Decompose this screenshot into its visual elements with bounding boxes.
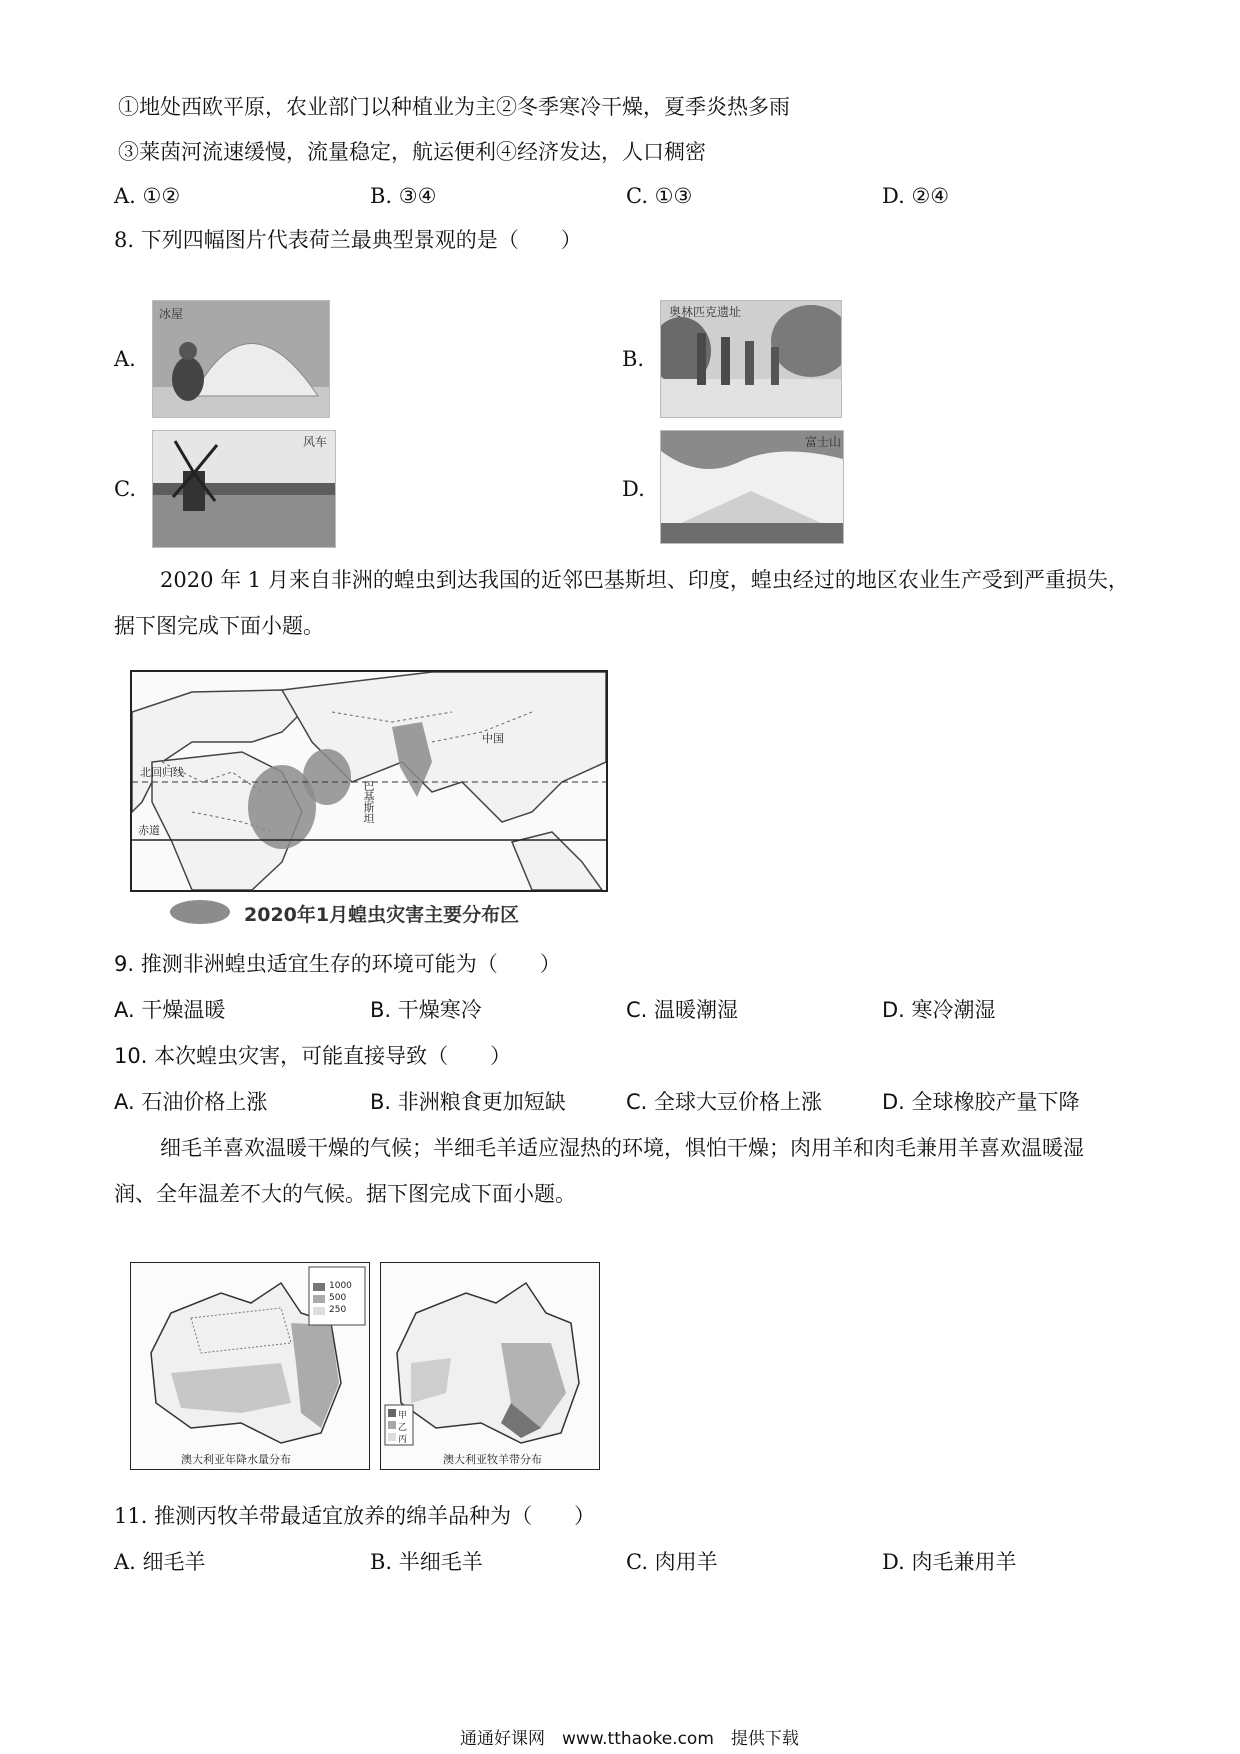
q11-option-c: C. 肉用羊 <box>626 1550 718 1574</box>
q9-option-b: B. 干燥寒冷 <box>370 998 482 1022</box>
australia-sheep-belt-graphic <box>381 1263 599 1469</box>
map-label-equator: 赤道 <box>138 824 160 837</box>
q8-photo-windmill <box>152 430 336 548</box>
passage1-line-1: 2020 年 1 月来自非洲的蝗虫到达我国的近邻巴基斯坦、印度，蝗虫经过的地区农业生产受到严重损失， <box>160 568 1129 592</box>
q11-option-d: D. 肉毛兼用羊 <box>882 1550 1017 1574</box>
q9-option-d: D. 寒冷潮湿 <box>882 998 996 1022</box>
q11-stem: 11. 推测丙牧羊带最适宜放养的绵羊品种为（ ） <box>114 1504 596 1528</box>
q8-photo-olympia <box>660 300 842 418</box>
passage1-line-2: 据下图完成下面小题。 <box>114 614 324 638</box>
precip-legend-500: 500 <box>329 1293 347 1303</box>
q10-option-b: B. 非洲粮食更加短缺 <box>370 1090 566 1114</box>
precip-legend-250: 250 <box>329 1305 347 1315</box>
sheep-legend-yi: 乙 <box>398 1423 408 1433</box>
q10-option-a: A. 石油价格上涨 <box>114 1090 268 1114</box>
q8-option-c-letter: C. <box>114 477 136 501</box>
sheep-legend-jia: 甲 <box>398 1411 408 1421</box>
precip-legend-1000: 1000 <box>329 1281 352 1291</box>
q8-photo-fuji-label: 富士山 <box>805 435 842 449</box>
q8-photo-windmill-label: 风车 <box>303 435 328 449</box>
q7-option-d: D. ②④ <box>882 184 950 208</box>
q8-photo-fuji <box>660 430 844 544</box>
sheep-legend-bing: 丙 <box>398 1435 408 1445</box>
australia-precipitation-map <box>130 1262 370 1470</box>
q8-stem: 8. 下列四幅图片代表荷兰最典型景观的是（ ） <box>114 228 582 252</box>
q7-option-b: B. ③④ <box>370 184 437 208</box>
page-footer: 通通好课网 www.tthaoke.com 提供下载 <box>460 1729 799 1749</box>
q9-option-c: C. 温暖潮湿 <box>626 998 739 1022</box>
q8-option-b-letter: B. <box>622 347 645 371</box>
passage2-line-1: 细毛羊喜欢温暖干燥的气候；半细毛羊适应湿热的环境，惧怕干燥；肉用羊和肉毛兼用羊喜欢温暖湿 <box>160 1136 1084 1160</box>
precip-map-caption: 澳大利亚年降水量分布 <box>181 1453 291 1466</box>
q8-option-a-letter: A. <box>114 347 136 371</box>
q10-option-c: C. 全球大豆价格上涨 <box>626 1090 823 1114</box>
q9-option-a: A. 干燥温暖 <box>114 998 226 1022</box>
q7-option-c: C. ①③ <box>626 184 693 208</box>
q10-option-d: D. 全球橡胶产量下降 <box>882 1090 1080 1114</box>
q8-photo-igloo <box>152 300 330 418</box>
q8-photo-olympia-label: 奥林匹克遗址 <box>669 305 742 319</box>
map-label-tropic-of-cancer: 北回归线 <box>140 766 184 779</box>
q7-option-a: A. ①② <box>114 184 181 208</box>
map-legend-label: 2020年1月蝗虫灾害主要分布区 <box>244 904 520 926</box>
q7-statement-line-2: ③莱茵河流速缓慢，流量稳定，航运便利④经济发达，人口稠密 <box>118 140 706 164</box>
map-label-pakistan: 巴基斯坦 <box>362 780 375 824</box>
q8-photo-igloo-label: 冰屋 <box>159 307 184 321</box>
q10-stem: 10. 本次蝗虫灾害，可能直接导致（ ） <box>114 1044 512 1068</box>
map-legend-swatch <box>170 900 230 924</box>
locust-distribution-map <box>130 670 608 892</box>
sheep-map-caption: 澳大利亚牧羊带分布 <box>443 1453 542 1466</box>
q11-option-b: B. 半细毛羊 <box>370 1550 483 1574</box>
q7-statement-line-1: ①地处西欧平原，农业部门以种植业为主②冬季寒冷干燥，夏季炎热多雨 <box>118 95 790 119</box>
q11-option-a: A. 细毛羊 <box>114 1550 206 1574</box>
q8-option-d-letter: D. <box>622 477 645 501</box>
map-label-china: 中国 <box>482 732 504 745</box>
passage2-line-2: 润、全年温差不大的气候。据下图完成下面小题。 <box>114 1182 576 1206</box>
australia-sheep-belt-map <box>380 1262 600 1470</box>
q9-stem: 9. 推测非洲蝗虫适宜生存的环境可能为（ ） <box>114 952 561 976</box>
